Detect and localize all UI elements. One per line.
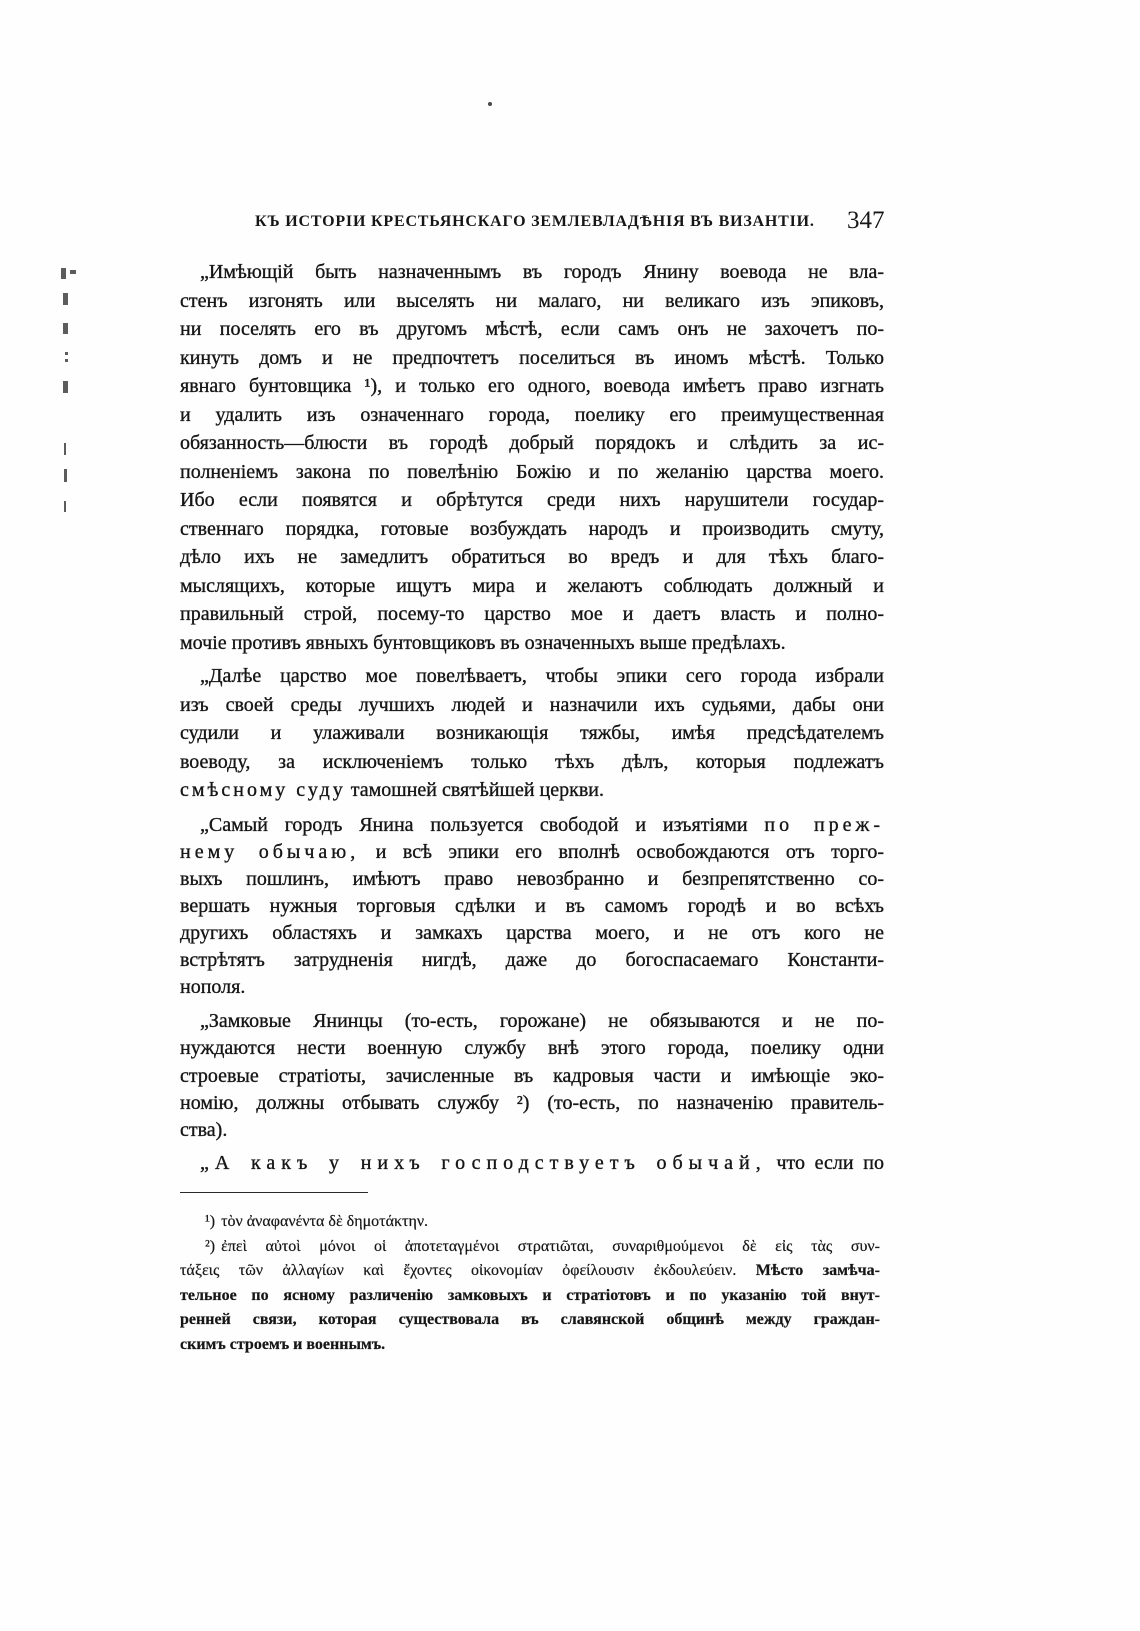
text-line: обязанность—блюсти въ городѣ добрый порядокъ и слѣдить за ис- [180,432,884,454]
text-line: правильный строй, посему-то царство мое и даетъ власть и полно- [180,603,884,625]
text-line: воеводу, за исключеніемъ только тѣхъ дѣлъ, которыя подлежатъ [180,750,884,773]
text-line: выхъ пошлинъ, имѣютъ право невозбранно и безпрепятственно со- [180,868,884,890]
text-line: и удалить изъ означеннаго города, поелику его преимущественная [180,403,884,426]
paragraph [180,1008,884,1144]
margin-bleed-mark [63,323,68,334]
margin-bleed-mark [63,381,68,393]
footnote-text: τάξεις τῶν ἀλλαγίων καὶ ἔχοντες οἰκονομίαν ὀφείλουσιν ἐκδουλεύειν. [180,1262,737,1279]
text-line [180,839,884,866]
text-line: „Замковые Янинцы (то-есть, горожане) не обязываются и не по- [200,1010,884,1032]
text-line: нуждаются нести военную службу внѣ этого города, поелику одни [180,1037,884,1060]
margin-bleed-mark [64,501,66,512]
text-line: стенъ изгонять или выселять ни малаго, ни великаго изъ эпиковъ, [180,289,884,312]
paragraph [180,258,884,657]
text-segment: „Самый городъ Янина пользуется свободой и изъятіями [200,814,765,836]
text-line: ни поселять его въ другомъ мѣстѣ, если самъ онъ не захочетъ по- [180,318,884,340]
text-segment: что если по [766,1152,884,1174]
text-line: нополя. [180,976,246,998]
footnote-line [180,1210,880,1235]
text-line: ства). [180,1119,228,1142]
text-line: полненіемъ закона по повелѣнію Божію и по желанію царства моего. [180,460,884,483]
text-line: номію, должны отбывать службу ²) (то-есть, по назначенію правитель- [180,1091,884,1114]
spaced-text: нему обычаю, [180,841,360,863]
text-line: мочіе противъ явныхъ бунтовщиковъ въ означенныхъ выше предѣлахъ. [180,631,786,654]
paragraph [180,812,884,1001]
text-line: другихъ областяхъ и замкахъ царства моего, и не отъ кого не [180,922,884,944]
text-line: мыслящихъ, которые ищутъ мира и желаютъ соблюдать должный и [180,574,884,597]
spaced-text: смѣсному суду [180,779,346,801]
paragraph [180,1149,884,1177]
footnote [180,1210,880,1235]
text-line: ственнаго порядка, готовые возбуждать народъ и производить смуту, [180,517,884,540]
text-line: судили и улаживали возникающія тяжбы, имѣя предсѣдателемъ [180,722,884,744]
footnote-rule [180,1192,368,1193]
footnotes [180,1210,880,1357]
footnote-marker: ²) [205,1237,216,1255]
margin-bleed-mark [64,469,67,482]
text-segment: и всѣ эпики его вполнѣ освобождаются отъ торго- [359,841,885,863]
footnote-text: τὸν ἀναφανέντα δὲ δημοτάκτην. [221,1213,429,1230]
footnote-line: скимъ строемъ и военнымъ. [180,1335,386,1353]
text-line: дѣло ихъ не замедлитъ обратиться во вредъ и для тѣхъ благо- [180,546,884,568]
text-line: строевые стратіоты, зачисленные въ кадровыя части и имѣющіе эко- [180,1064,884,1087]
text-line: „Имѣющій быть назначеннымъ въ городъ Янину воевода не вла- [200,261,884,283]
footnote-text: Мѣсто замѣча- [736,1262,880,1279]
margin-bleed-mark [61,268,66,279]
footnote-text: ἐπεὶ αὐτοὶ μόνοι οἱ ἀποτεταγμένοι στρατιῶται, συναριθμούμενοι δὲ εἰς τὰς συν- [221,1237,880,1255]
footnote-marker: ¹) [205,1213,216,1230]
margin-bleed-mark [63,293,68,305]
text-line [180,1149,884,1177]
text-line: вершать нужныя торговыя сдѣлки и въ самомъ городѣ и во всѣхъ [180,895,884,917]
text-line: встрѣтятъ затрудненія нигдѣ, даже до богоспасаемаго Константи- [180,949,884,971]
text-line: кинуть домъ и не предпочтетъ поселиться въ иномъ мѣстѣ. Только [180,346,884,369]
running-title: КЪ ИСТОРІИ КРЕСТЬЯНСКАГО ЗЕМЛЕВЛАДѢНІЯ ВЪ ВИЗАНТІИ. [255,213,815,230]
text-line [180,776,884,805]
spaced-text: „А какъ у нихъ господствуетъ обычай, [200,1152,767,1174]
footnote-line: ренней связи, которая существовала въ славянской общинѣ между граждан- [180,1311,880,1328]
margin-bleed-mark [65,359,68,362]
text-line: изъ своей среды лучшихъ людей и назначили ихъ судьями, дабы они [180,693,884,716]
spaced-text: по преж- [764,814,884,836]
text-line: явнаго бунтовщика ¹), и только его одного, воевода имѣетъ право изгнать [180,375,884,397]
paragraph [180,662,884,805]
margin-bleed-mark [70,270,76,274]
text-segment: тамошней святѣйшей церкви. [345,779,604,801]
text-line [180,812,884,839]
text-line: „Далѣе царство мое повелѣваетъ, чтобы эпики сего города избрали [200,665,884,687]
page-number: 347 [847,207,885,234]
paper-speck [488,102,492,106]
footnote-line [180,1235,880,1260]
margin-bleed-mark [65,352,68,355]
text-line: Ибо если появятся и обрѣтутся среди нихъ нарушители государ- [180,489,884,511]
footnote-line: тельное по ясному различенію замковыхъ и стратіотовъ и по указанію той внут- [180,1286,880,1304]
footnote [180,1235,880,1358]
margin-bleed-mark [64,443,66,455]
footnote-line [180,1259,880,1284]
